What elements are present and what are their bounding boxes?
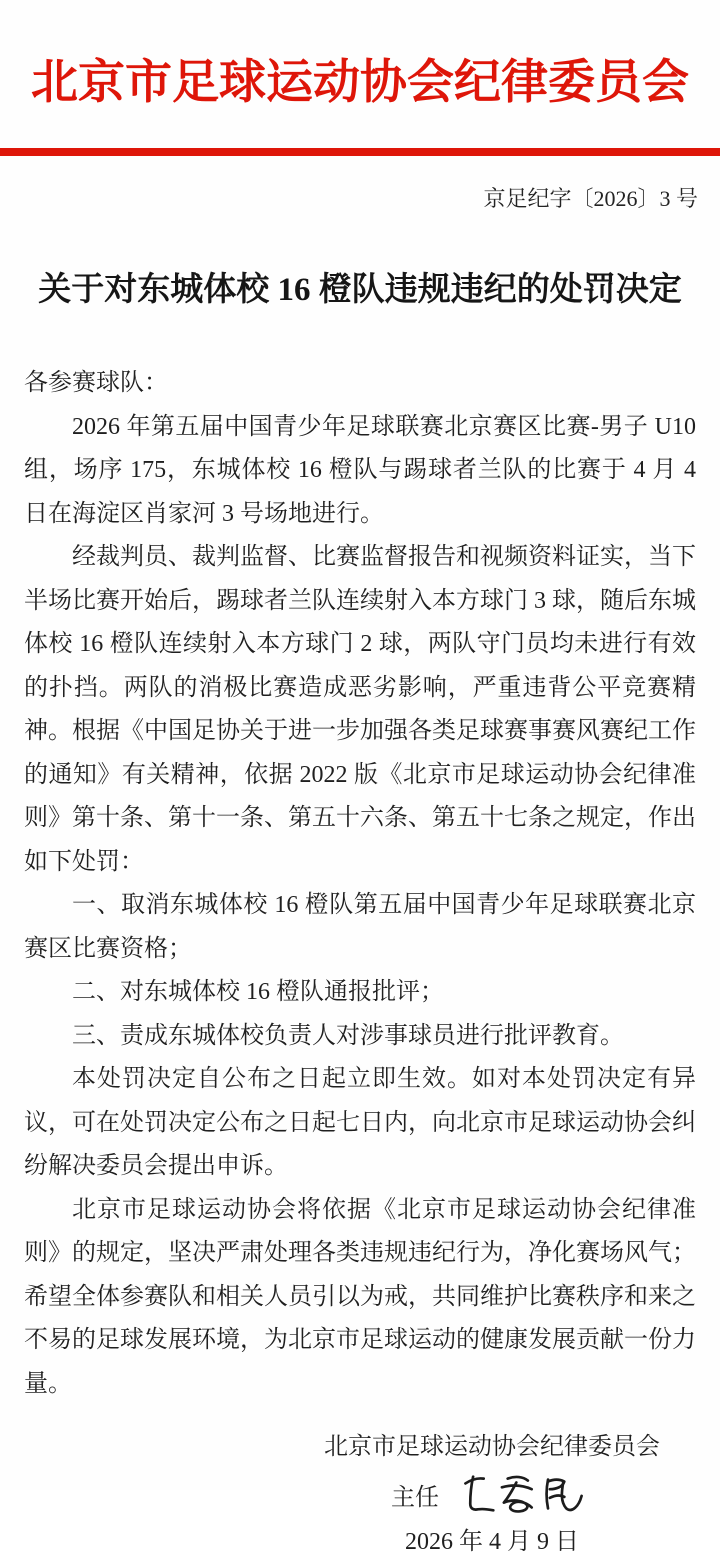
- signature-org: 北京市足球运动协会纪律委员会: [324, 1434, 660, 1461]
- letterhead: [0, 0, 720, 213]
- body-paragraph-item-3: 三、责成东城体校负责人对涉事球员进行批评教育。: [72, 1022, 624, 1049]
- signature-block: [324, 1432, 660, 1557]
- document-number: 京足纪字〔2026〕3 号: [483, 186, 698, 212]
- signer-role: 主任: [391, 1484, 439, 1511]
- body-paragraph-item-1: 一、取消东城体校 16 橙队第五届中国青少年足球联赛北京赛区比赛资格；: [24, 892, 696, 962]
- document-body: [0, 362, 720, 1406]
- body-paragraph: 2026 年第五届中国青少年足球联赛北京赛区比赛-男子 U10 组，场序 175，东城体校 16 橙队与踢球者兰队的比赛于 4 月 4 日在海淀区肖家河 3 号场地进行。: [24, 413, 696, 527]
- signature-date: 2026 年 4 月 9 日: [405, 1529, 579, 1556]
- salutation: 各参赛球队：: [24, 370, 168, 397]
- signature-line: [324, 1470, 660, 1518]
- body-paragraph: 经裁判员、裁判监督、比赛监督报告和视频资料证实，当下半场比赛开始后，踢球者兰队连续射入本方球门 3 球，随后东城体校 16 橙队连续射入本方球门 2 球，两队守门员均未进行有效的扑挡。两队的消极比赛造成恶劣影响，严重违背公平竞赛精神。根据《中国足协关于进一步加强各类足球赛事赛风赛纪工作的通知》有关精神，依据 2022 版《北京市足球运动协会纪律准则》第十条、第十一条、第五十六条、第五十七条之规定，作出如下处罚：: [24, 544, 696, 875]
- body-paragraph-item-2: 二、对东城体校 16 橙队通报批评；: [72, 979, 444, 1006]
- body-paragraph: 本处罚决定自公布之日起立即生效。如对本处罚决定有异议，可在处罚决定公布之日起七日内，向北京市足球运动协会纠纷解决委员会提出申诉。: [24, 1066, 696, 1180]
- page-title: 关于对东城体校 16 橙队违规违纪的处罚决定: [38, 272, 682, 309]
- body-paragraph: 北京市足球运动协会将依据《北京市足球运动协会纪律准则》的规定，坚决严肃处理各类违规违纪行为，净化赛场风气；希望全体参赛队和相关人员引以为戒，共同维护比赛秩序和来之不易的足球发展环境，为北京市足球运动的健康发展贡献一份力量。: [24, 1196, 696, 1397]
- letterhead-divider: [0, 148, 720, 156]
- handwritten-signature-icon: [455, 1470, 593, 1518]
- letterhead-title: 北京市足球运动协会纪律委员会: [31, 57, 689, 109]
